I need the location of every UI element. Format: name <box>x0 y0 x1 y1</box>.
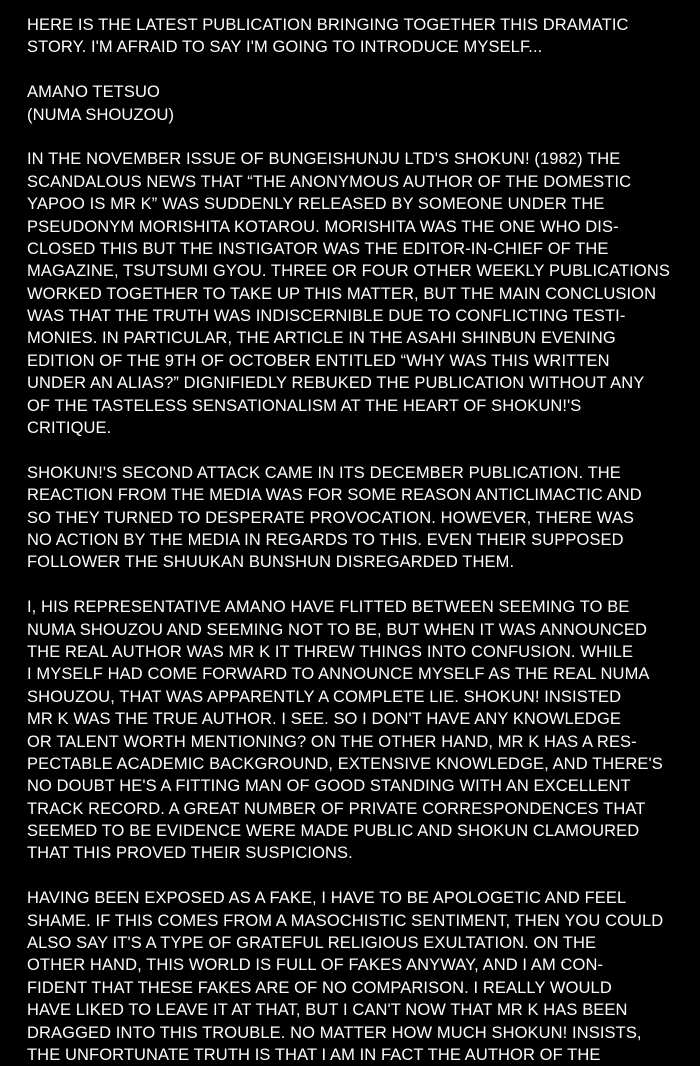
body-paragraph <box>27 148 687 439</box>
text-line: TRACK RECORD. A GREAT NUMBER OF PRIVATE CORRESPONDENCES THAT <box>27 799 646 818</box>
text-line: SO THEY TURNED TO DESPERATE PROVOCATION. HOWEVER, THERE WAS <box>27 508 635 527</box>
text-line: IN THE NOVEMBER ISSUE OF BUNGEISHUNJU LTD'S SHOKUN! (1982) THE <box>27 150 621 169</box>
text-line: CRITIQUE. <box>27 419 112 438</box>
text-line: WORKED TOGETHER TO TAKE UP THIS MATTER, BUT THE MAIN CONCLUSION <box>27 284 657 303</box>
body-paragraph <box>27 596 687 865</box>
text-line: REACTION FROM THE MEDIA WAS FOR SOME REASON ANTICLIMACTIC AND <box>27 486 642 505</box>
text-line: WAS THAT THE TRUTH WAS INDISCERNIBLE DUE TO CONFLICTING TESTI- <box>27 307 626 326</box>
text-line: MAGAZINE, TSUTSUMI GYOU. THREE OR FOUR OTHER WEEKLY PUBLICATIONS <box>27 262 670 281</box>
text-line: THAT THIS PROVED THEIR SUSPICIONS. <box>27 844 353 863</box>
text-line: YAPOO IS MR K” WAS SUDDENLY RELEASED BY SOMEONE UNDER THE <box>27 195 605 214</box>
text-line: PSEUDONYM MORISHITA KOTAROU. MORISHITA WAS THE ONE WHO DIS- <box>27 217 619 236</box>
text-line: SHAME. IF THIS COMES FROM A MASOCHISTIC SENTIMENT, THEN YOU COULD <box>27 911 664 930</box>
text-line: THE REAL AUTHOR WAS MR K IT THREW THINGS INTO CONFUSION. WHILE <box>27 642 634 661</box>
author-name: AMANO TETSUO <box>27 83 160 102</box>
author-signature <box>27 81 687 126</box>
text-line: UNDER AN ALIAS?” DIGNIFIEDLY REBUKED THE PUBLICATION WITHOUT ANY <box>27 374 645 393</box>
text-line: STORY. I'M AFRAID TO SAY I'M GOING TO INTRODUCE MYSELF... <box>27 38 543 57</box>
intro-paragraph <box>27 14 687 59</box>
text-line: HERE IS THE LATEST PUBLICATION BRINGING TOGETHER THIS DRAMATIC <box>27 16 629 34</box>
text-line: NO ACTION BY THE MEDIA IN REGARDS TO THIS. EVEN THEIR SUPPOSED <box>27 530 624 549</box>
text-line: NO DOUBT HE'S A FITTING MAN OF GOOD STANDING WITH AN EXCELLENT <box>27 777 631 796</box>
document-page <box>27 14 687 1066</box>
text-line: FOLLOWER THE SHUUKAN BUNSHUN DISREGARDED THEM. <box>27 553 515 572</box>
text-line: NUMA SHOUZOU AND SEEMING NOT TO BE, BUT WHEN IT WAS ANNOUNCED <box>27 620 648 639</box>
text-line: FIDENT THAT THESE FAKES ARE OF NO COMPARISON. I REALLY WOULD <box>27 978 612 997</box>
body-paragraph <box>27 462 687 574</box>
body-paragraph <box>27 887 687 1066</box>
text-line: SEEMED TO BE EVIDENCE WERE MADE PUBLIC AND SHOKUN CLAMOURED <box>27 822 640 841</box>
text-line: OR TALENT WORTH MENTIONING? ON THE OTHER HAND, MR K HAS A RES- <box>27 732 637 751</box>
text-line: ALSO SAY IT'S A TYPE OF GRATEFUL RELIGIOUS EXULTATION. ON THE <box>27 934 597 953</box>
text-line: EDITION OF THE 9TH OF OCTOBER ENTITLED “WHY WAS THIS WRITTEN <box>27 351 610 370</box>
text-line: THE UNFORTUNATE TRUTH IS THAT I AM IN FACT THE AUTHOR OF THE <box>27 1045 601 1064</box>
text-line: SHOKUN!'S SECOND ATTACK CAME IN ITS DECEMBER PUBLICATION. THE <box>27 463 621 482</box>
text-line: PECTABLE ACADEMIC BACKGROUND, EXTENSIVE KNOWLEDGE, AND THERE'S <box>27 754 663 773</box>
text-line: HAVE LIKED TO LEAVE IT AT THAT, BUT I CAN'T NOW THAT MR K HAS BEEN <box>27 1001 628 1020</box>
author-pseudonym: (NUMA SHOUZOU) <box>27 105 175 124</box>
text-line: CLOSED THIS BUT THE INSTIGATOR WAS THE EDITOR-IN-CHIEF OF THE <box>27 239 609 258</box>
text-line: I, HIS REPRESENTATIVE AMANO HAVE FLITTED BETWEEN SEEMING TO BE <box>27 598 630 617</box>
text-line: OF THE TASTELESS SENSATIONALISM AT THE HEART OF SHOKUN!'S <box>27 396 582 415</box>
text-line: MR K WAS THE TRUE AUTHOR. I SEE. SO I DON'T HAVE ANY KNOWLEDGE <box>27 710 621 729</box>
text-line: SCANDALOUS NEWS THAT “THE ANONYMOUS AUTHOR OF THE DOMESTIC <box>27 172 632 191</box>
text-line: SHOUZOU, THAT WAS APPARENTLY A COMPLETE LIE. SHOKUN! INSISTED <box>27 687 622 706</box>
text-line: DRAGGED INTO THIS TROUBLE. NO MATTER HOW MUCH SHOKUN! INSISTS, <box>27 1023 642 1042</box>
text-line: HAVING BEEN EXPOSED AS A FAKE, I HAVE TO BE APOLOGETIC AND FEEL <box>27 889 627 908</box>
text-line: MONIES. IN PARTICULAR, THE ARTICLE IN THE ASAHI SHINBUN EVENING <box>27 329 616 348</box>
text-line: I MYSELF HAD COME FORWARD TO ANNOUNCE MYSELF AS THE REAL NUMA <box>27 665 650 684</box>
text-line: OTHER HAND, THIS WORLD IS FULL OF FAKES ANYWAY, AND I AM CON- <box>27 956 604 975</box>
